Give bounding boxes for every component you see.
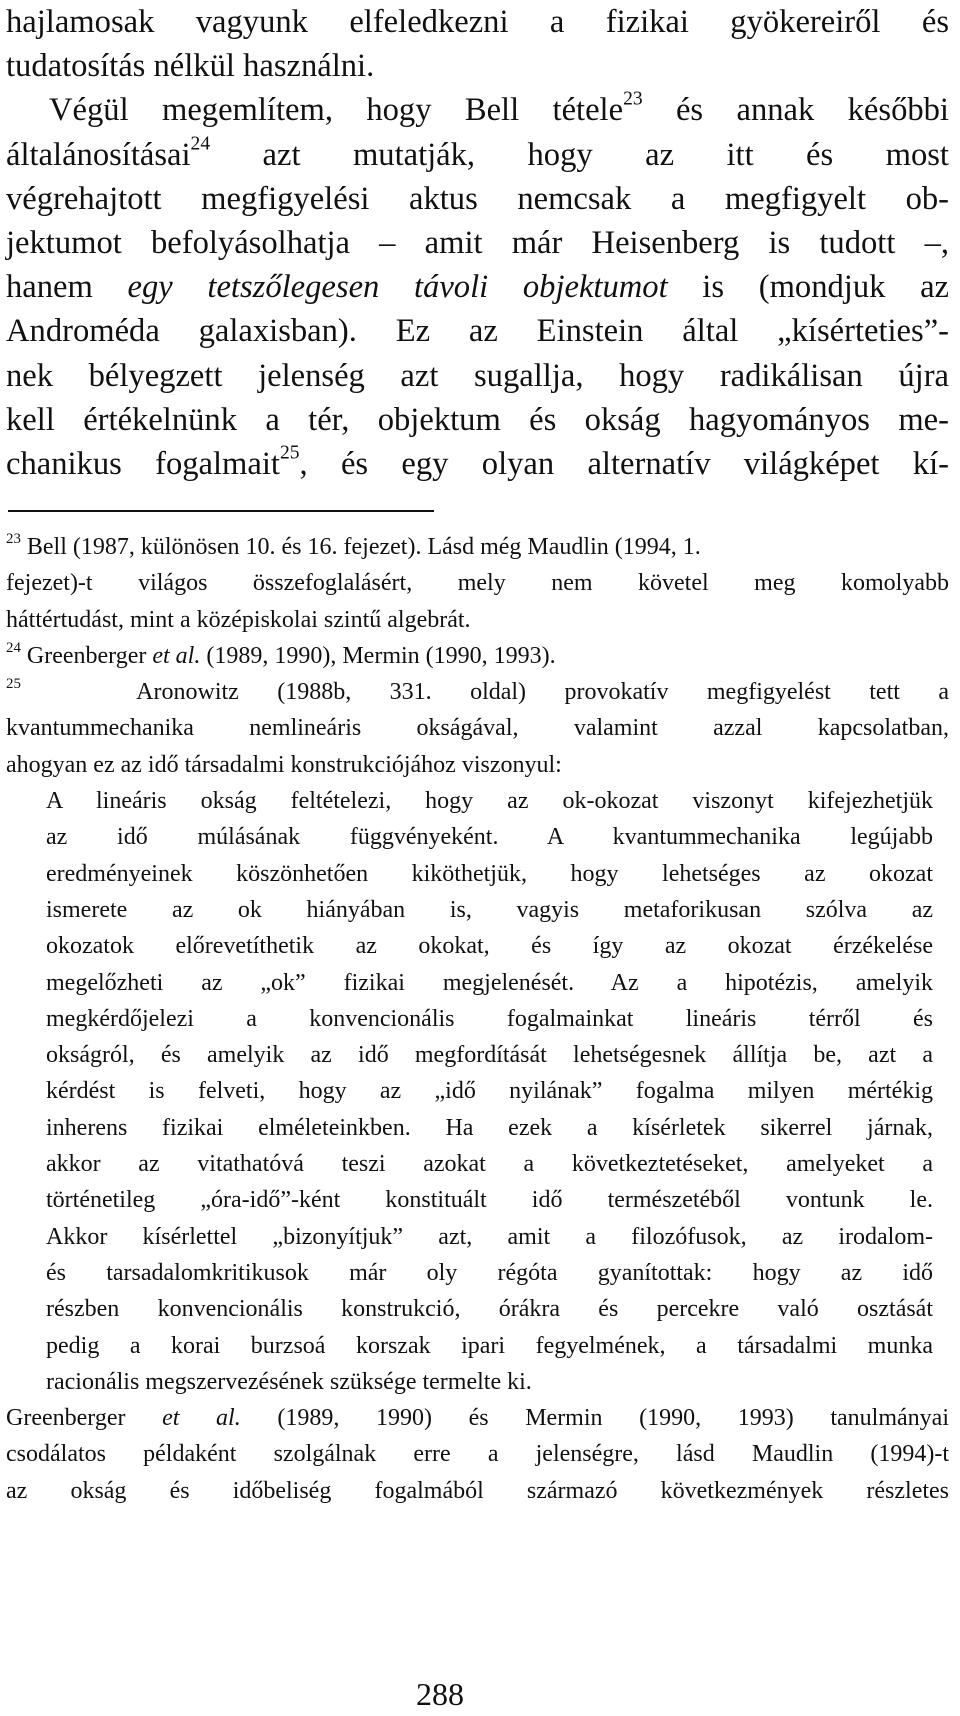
text-line: ahogyan ez az idő társadalmi konstrukciójához viszonyul: [6,751,562,778]
footnote-ref-24[interactable]: 24 [190,132,211,154]
main-text [6,0,949,486]
quote-line: kérdést is felveti, hogy az „idő nyilának” fogalma milyen mértékig [46,1078,933,1105]
footnote-ref-25[interactable]: 25 [279,442,300,464]
quote-line: ismerete az ok hiányában is, vagyis metaforikusan szólva az [46,896,933,923]
quote-line: Akkor kísérlettel „bizonyítjuk” azt, amit a filozófusok, az irodalom- [46,1223,933,1250]
emphasis: et al. [162,1405,241,1432]
footnote-separator [8,510,434,512]
quote-line: A lineáris okság feltételezi, hogy az ok-okozat viszonyt kifejezhetjük [46,788,933,815]
text-line: nek bélyegzett jelenség azt sugallja, hogy radikálisan újra [6,357,949,394]
quote-line: okságról, és amelyik az idő megfordítását lehetségesnek állítja be, azt a [46,1042,933,1069]
footnote-number: 25 [6,676,21,693]
text-line: Végül megemlítem, hogy Bell tétele$^{23}$ és annak későbbi [49,88,949,129]
quote-line: megelőzheti az „ok” fizikai megjelenését. Az a hipotézis, amelyik [46,969,933,996]
emphasis: egy tetszőlegesen távoli objektumot [127,269,668,306]
text-line: Greenberger et al. (1989, 1990) és Mermin (1990, 1993) tanulmányai [6,1405,949,1432]
quote-line: racionális megszervezésének szüksége termelte ki. [46,1368,532,1395]
text-line: fejezet)-t világos összefoglalásért, mely nem követel meg komolyabb [6,570,949,597]
text-line: kvantummechanika nemlineáris okságával, valamint azzal kapcsolatban, [6,715,949,742]
quote-line: inherens fizikai elméleteinkben. Ha ezek a kísérletek sikerrel járnak, [46,1114,933,1141]
footnote-number: 24 [6,639,21,656]
quote-line: pedig a korai burzsoá korszak ipari fegyelmének, a társadalmi munka [46,1332,933,1359]
text-line: chanikus fogalmait$^{25}$, és egy olyan alternatív világképet kí- [6,442,949,482]
text-line: csodálatos példaként szolgálnak erre a jelenségre, lásd Maudlin (1994)-t [6,1441,949,1468]
page-number: 288 [416,1676,464,1712]
quote-line: eredményeinek köszönhetően kiköthetjük, hogy lehetséges az okozat [46,860,933,887]
text-line: tudatosítás nélkül használni. [6,48,375,85]
footnotes [6,529,949,1509]
text-line: kell értékelnünk a tér, objektum és okság hagyományos me- [6,401,949,438]
footnote-25: $^{25}$ Aronowitz (1988b, 331. oldal) provokatív megfigyelést tett a [6,676,949,706]
footnote-number: 23 [6,530,21,547]
text-line: az okság és időbeliség fogalmából származó következmények részletes [6,1477,949,1504]
text-line: hajlamosak vagyunk elfeledkezni a fizikai gyökereiről és [6,4,949,40]
quote-line: akkor az vitathatóvá teszi azokat a következtetéseket, amelyeket a [46,1151,933,1178]
text-line: végrehajtott megfigyelési aktus nemcsak a megfigyelt ob- [6,180,949,217]
quote-line: és tarsadalomkritikusok már oly régóta gyanítottak: hogy az idő [46,1259,933,1286]
text-line: Androméda galaxisban). Ez az Einstein által „kísérteties”- [6,313,949,350]
footnote-ref-23[interactable]: 23 [623,88,643,110]
quote-line: az idő múlásának függvényeként. A kvantummechanika legújabb [46,824,933,851]
quote-line: okozatok előrevetíthetik az okokat, és így az okozat érzékelése [46,933,933,960]
quote-line: megkérdőjelezi a konvencionális fogalmainkat lineáris térről és [46,1005,933,1032]
quote-line: részben konvencionális konstrukció, órákra és percekre való osztását [46,1296,933,1323]
footnote-24: $^{24}$ Greenberger et al. (1989, 1990), Mermin (1990, 1993). [6,639,556,669]
text-line: hanem egy tetszőlegesen távoli objektumot is (mondjuk az [6,269,950,306]
text-line: háttértudást, mint a középiskolai szintű algebrát. [6,606,471,633]
emphasis: et al. [152,642,201,669]
text-line: általánosításai$^{24}$ azt mutatják, hogy az itt és most [6,132,949,173]
footnote-23: $^{23}$ Bell (1987, különösen 10. és 16. fejezet). Lásd még Maudlin (1994, 1. [6,530,701,560]
text-line: jektumot befolyásolhatja – amit már Heisenberg is tudott –, [6,224,949,261]
quote-line: történetileg „óra-idő”-ként konstituált idő természetéből vontunk le. [46,1187,933,1214]
